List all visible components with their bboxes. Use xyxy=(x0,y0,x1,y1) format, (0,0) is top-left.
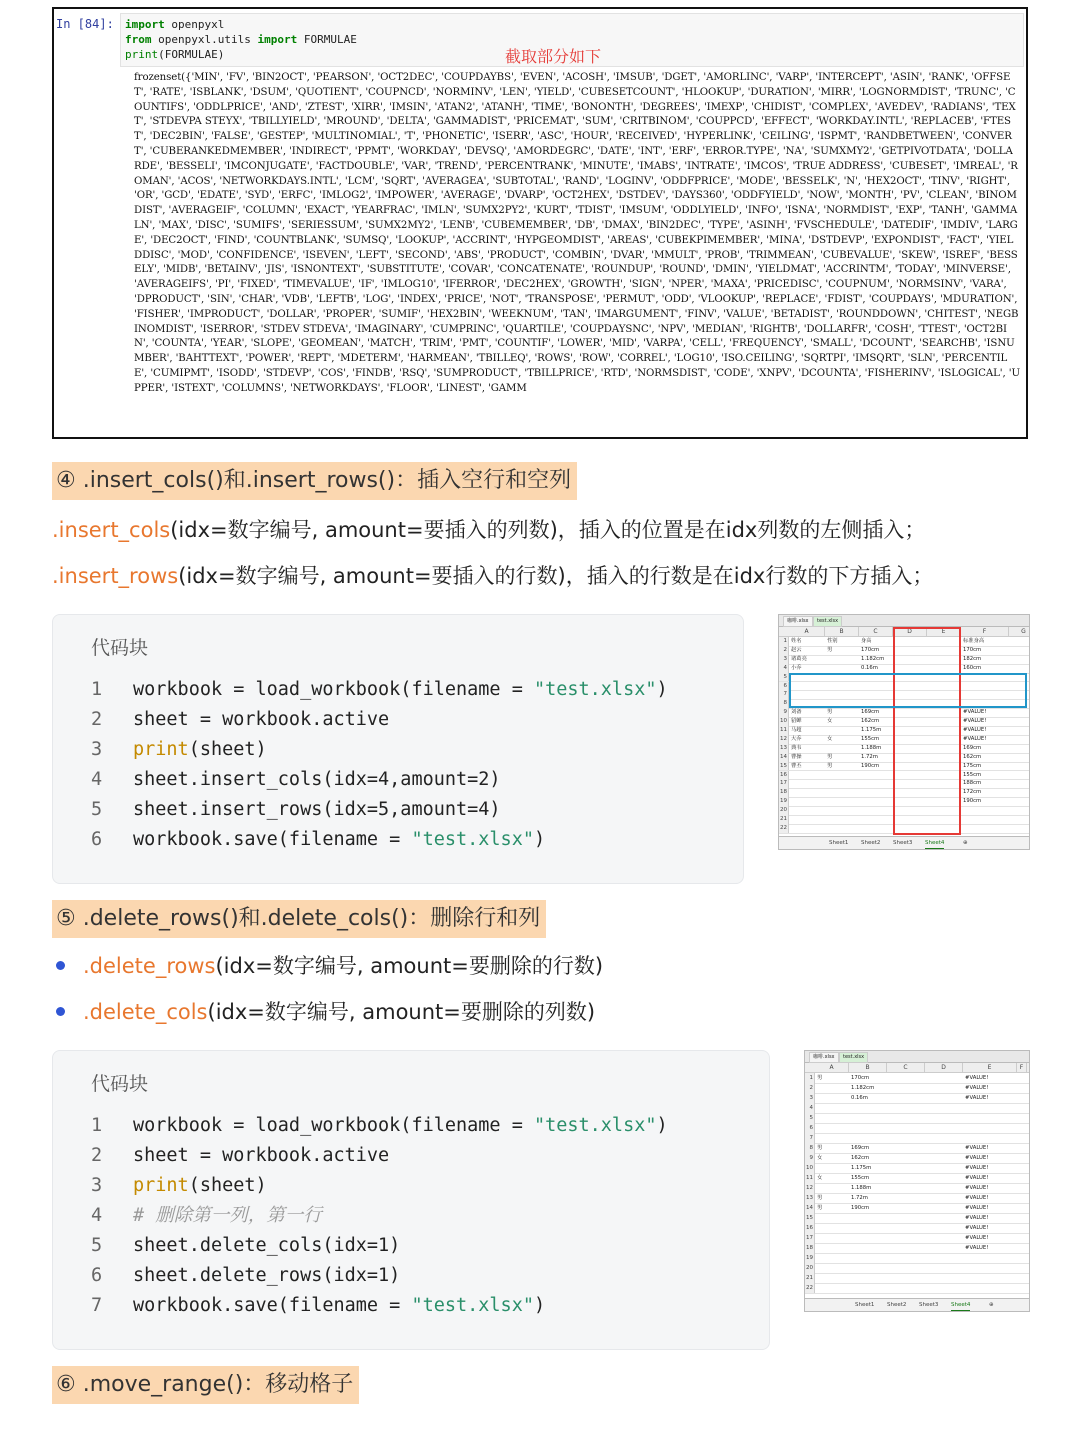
code-line xyxy=(91,1111,668,1141)
sheet-cell: 169cm xyxy=(851,1145,870,1151)
row-number: 2 xyxy=(779,646,789,655)
sheet-cell: 162cm xyxy=(963,753,982,760)
keyword-from: from xyxy=(125,33,152,46)
bullet-dot xyxy=(56,961,65,970)
code-line xyxy=(91,795,668,825)
sheet-cell: #VALUE! xyxy=(965,1205,989,1211)
line-number: 1 xyxy=(91,1115,103,1136)
line-number: 5 xyxy=(91,799,103,820)
column-header: D xyxy=(925,1063,963,1072)
code-text: openpyxl xyxy=(164,18,225,31)
column-header: C xyxy=(859,627,893,636)
add-sheet-icon[interactable]: ⊕ xyxy=(963,840,968,846)
code-text: sheet = workbook.active xyxy=(133,1145,390,1166)
spreadsheet-screenshot-insert xyxy=(778,614,1030,850)
method-name: .delete_cols xyxy=(83,1000,208,1024)
sheet-cell: 标准身高 xyxy=(963,638,985,644)
sheet-cell: 女 xyxy=(827,735,833,742)
row-number: 12 xyxy=(780,735,787,742)
column-header-row xyxy=(805,1063,1029,1073)
line-number: 4 xyxy=(91,769,103,790)
sheet-cell: #VALUE! xyxy=(965,1175,989,1181)
sheet-cell: 女 xyxy=(817,1155,823,1161)
column-header: C xyxy=(887,1063,925,1072)
code-comment: # 删除第一列，第一行 xyxy=(133,1205,322,1226)
sheet-tab[interactable]: Sheet4 xyxy=(925,838,944,849)
code-block-title: 代码块 xyxy=(91,637,149,659)
code-line xyxy=(91,675,668,705)
row-number: 6 xyxy=(805,1123,815,1133)
bullet-delete-rows xyxy=(56,950,603,980)
sheet-tabs-bar xyxy=(805,1298,1029,1311)
code-text: sheet.insert_rows(idx=5,amount=4) xyxy=(133,799,501,820)
sheet-tab[interactable]: Sheet2 xyxy=(861,840,881,846)
inserted-rows-highlight xyxy=(789,673,1027,709)
code-line xyxy=(91,1261,668,1291)
row-number: 9 xyxy=(779,708,789,717)
keyword-import: import xyxy=(125,18,165,31)
sheet-cell: #VALUE! xyxy=(965,1195,989,1201)
row-number: 18 xyxy=(806,1245,813,1251)
sheet-cell: 190cm xyxy=(851,1205,870,1211)
line-number: 5 xyxy=(91,1235,103,1256)
sheet-cell: 诸葛亮 xyxy=(791,655,807,662)
row-number: 7 xyxy=(779,690,789,699)
line-number: 3 xyxy=(91,739,103,760)
code-text: sheet.insert_cols(idx=4,amount=2) xyxy=(133,769,501,790)
sheet-cell: 男 xyxy=(817,1205,823,1211)
sheet-cell: #VALUE! xyxy=(965,1235,989,1241)
section6-heading: ⑥ .move_range()：移动格子 xyxy=(52,1366,359,1404)
row-number: 1 xyxy=(779,637,789,646)
row-number: 11 xyxy=(806,1175,813,1181)
row-number: 16 xyxy=(806,1225,813,1231)
code-line xyxy=(91,735,668,765)
line-number: 2 xyxy=(91,1145,103,1166)
code-text: sheet.delete_rows(idx=1) xyxy=(133,1265,401,1286)
code-text: openpyxl.utils xyxy=(151,33,258,46)
sheet-tab[interactable]: Sheet1 xyxy=(855,1302,875,1308)
sheet-tab[interactable]: Sheet1 xyxy=(829,840,849,846)
code-block-1 xyxy=(52,614,744,884)
row-number: 2 xyxy=(805,1083,815,1093)
builtin-print: print xyxy=(125,48,159,61)
code-text: ) xyxy=(533,1295,546,1316)
sheet-cell: 男 xyxy=(817,1075,823,1081)
sheet-cell: #VALUE! xyxy=(965,1215,989,1221)
row-number: 22 xyxy=(780,824,787,831)
code-text: ) xyxy=(656,679,668,700)
insert-cols-desc xyxy=(52,514,925,544)
sheet-cell: 马超 xyxy=(791,727,802,733)
column-header: F xyxy=(1017,1063,1027,1072)
spreadsheet-screenshot-delete xyxy=(804,1050,1030,1312)
sheet-cell: 男 xyxy=(817,1145,823,1151)
sheet-cell: 曹操 xyxy=(791,753,802,760)
sheet-cell: 男 xyxy=(827,753,833,760)
sheet-cell: 赵云 xyxy=(791,646,802,653)
sheet-cell: 大乔 xyxy=(791,735,802,742)
sheet-cell: #VALUE! xyxy=(965,1225,989,1231)
line-number: 6 xyxy=(91,1265,103,1286)
sheet-tab[interactable]: Sheet2 xyxy=(887,1302,907,1308)
sheet-cell: 1.188m xyxy=(861,744,882,751)
sheet-row xyxy=(805,1283,1029,1294)
line-number: 7 xyxy=(91,1295,103,1316)
sheet-cell: #VALUE! xyxy=(965,1145,989,1151)
code-text: workbook = load_workbook(filename = xyxy=(133,679,534,700)
sheet-cell: #VALUE! xyxy=(965,1165,989,1171)
method-desc: (idx=数字编号, amount=要删除的行数) xyxy=(215,954,604,978)
sheet-cell: 188cm xyxy=(963,780,982,787)
sheet-cell: 162cm xyxy=(861,718,880,725)
method-name: .insert_cols xyxy=(52,518,171,542)
row-number: 14 xyxy=(806,1205,813,1211)
sheet-cell: #VALUE! xyxy=(965,1245,989,1251)
row-number: 13 xyxy=(806,1195,813,1201)
code-block-2 xyxy=(52,1050,770,1350)
line-number: 6 xyxy=(91,829,103,850)
row-number: 14 xyxy=(780,753,787,760)
sheet-tabs-bar xyxy=(779,836,1029,849)
sheet-cell: 170cm xyxy=(861,646,880,653)
code-text: workbook.save(filename = xyxy=(133,829,412,850)
method-name: .insert_rows xyxy=(52,564,179,588)
row-number: 12 xyxy=(806,1185,813,1191)
sheet-cell: 169cm xyxy=(861,709,880,716)
file-tab[interactable]: 咖啡.xlsx xyxy=(809,1052,839,1063)
code-text: ) xyxy=(533,829,546,850)
sheet-cell: #VALUE! xyxy=(963,735,987,742)
code-line xyxy=(91,825,668,855)
sheet-cell: 0.16m xyxy=(861,664,878,671)
code-line xyxy=(91,1171,668,1201)
sheet-cell: 0.16m xyxy=(851,1095,868,1101)
column-header: D xyxy=(893,627,927,636)
row-number: 18 xyxy=(780,789,787,796)
inserted-columns-highlight xyxy=(893,627,961,835)
cell-output: frozenset({'MIN', 'FV', 'BIN2OCT', 'PEARSON', 'OCT2DEC', 'COUPDAYBS', 'EVEN', 'ACOSH', 'IMSUB', 'DGET', 'AMORLINC', 'VARP', 'INTERCEPT', 'ASIN', 'RANK', 'OFFSET', 'RATE', 'ISBLANK', 'DSUM', 'QUOTIENT', 'COUPNCD', 'NORMINV', 'LEN', 'YIELD', 'CUBESETCOUNT', 'HLOOKUP', 'DURATION', 'MIRR', 'LOGNORMDIST', 'TRUNC', 'COUNTIFS', 'ODDLPRICE', 'AND', 'ZTEST', 'XIRR', 'IMSIN', 'ATAN2', 'ATANH', 'TIME', 'BONONTH', 'DEGREES', 'IMEXP', 'CHIDIST', 'COMPLEX', 'AVEDEV', 'RADIANS', 'TEXT', 'STDEVPA STEYX', 'TBILLYIELD', 'MROUND', 'DELTA', 'GAMMADIST', 'PRICEMAT', 'SUM', 'CRITBINOM', 'COUPPCD', 'EFFECT', 'WORKDAY.INTL', 'REPLACEB', 'FTEST', 'DEC2BIN', 'FALSE', 'GESTEP', 'MULTINOMIAL', 'T', 'PHONETIC', 'ISERR', 'ASC', 'HOUR', 'RECEIVED', 'HYPERLINK', 'CEILING', 'ISPMT', 'RANDBETWEEN', 'CONVERT', 'CUBERANKEDMEMBER', 'INDIRECT', 'PPMT', 'WORKDAY', 'DEVSQ', 'AMORDEGRC', 'DATE', 'INT', 'ERF', 'ERROR.TYPE', 'NA', 'SUMXMY2', 'GETPIVOTDATA', 'DOLLARDE', 'BESSELI', 'IMCONJUGATE', 'FACTDOUBLE', 'VAR', 'TREND', 'PERCENTRANK', 'MINUTE', 'IMABS', 'INTRATE', 'IMCOS', 'TRUE ADDRESS', 'CUBESET', 'IMREAL', 'ROMAN', 'ACOS', 'NETWORKDAYS.INTL', 'LCM', 'SQRT', 'AVERAGEA', 'SUBTOTAL', 'RAND', 'LOGINV', 'ODDFPRICE', 'MODE', 'BESSELK', 'N', 'HEX2OCT', 'TINV', 'RIGHT', 'OR', 'GCD', 'EDATE', 'SYD', 'ERFC', 'IMLOG2', 'IMPOWER', 'AVERAGE', 'DVARP', 'OCT2HEX', 'DSTDEV', 'DAYS360', 'ODDFYIELD', 'NOW', 'MONTH', 'PV', 'CLEAN', 'BINOMDIST', 'AVERAGEIF', 'COLUMN', 'EXACT', 'YEARFRAC', 'IMLN', 'SUMX2PY2', 'KURT', 'TDIST', 'IMSUM', 'ODDLYIELD', 'INFO', 'ISNA', 'NORMDIST', 'EXP', 'TANH', 'GAMMALN', 'MAX', 'DISC', 'SUMIFS', 'SERIESSUM', 'SUMX2MY2', 'LENB', 'CUBEMEMBER', 'DB', 'DMAX', 'BIN2DEC', 'TYPE', 'ASINH', 'FVSCHEDULE', 'DATEDIF', 'IMDIV', 'LARGE', 'DEC2OCT', 'FIND', 'COUNTBLANK', 'SUMSQ', 'LOOKUP', 'ACCRINT', 'HYPGEOMDIST', 'AREAS', 'CUBEKPIMEMBER', 'MINA', 'DSTDEVP', 'EXPONDIST', 'FACT', 'YIELDDISC', 'MOD', 'CONFIDENCE', 'ISEVEN', 'LEFT', 'SECOND', 'ABS', 'PRODUCT', 'COMBIN', 'DVAR', 'MMULT', 'PROB', 'TRIMMEAN', 'CUBEVALUE', 'SKEW', 'ISREF', 'BESSELY', 'MIDB', 'BETAINV', 'JIS', 'ISNONTEXT', 'SUBSTITUTE', 'COVAR', 'CONCATENATE', 'ROUNDUP', 'ROUND', 'DMIN', 'YIELDMAT', 'ACCRINTM', 'TODAY', 'MINVERSE', 'AVERAGEIFS', 'PI', 'FIXED', 'TIMEVALUE', 'IF', 'IMLOG10', 'IFERROR', 'DEC2HEX', 'GROWTH', 'SIGN', 'NPER', 'MAXA', 'PRICEDISC', 'COUPNUM', 'NORMSINV', 'VARA', 'DPRODUCT', 'SIN', 'CHAR', 'VDB', 'LEFTB', 'LOG', 'INDEX', 'PRICE', 'NOT', 'TRANSPOSE', 'PERMUT', 'ODD', 'VLOOKUP', 'REPLACE', 'FDIST', 'COUPDAYS', 'MDURATION', 'FISHER', 'IMPRODUCT', 'DOLLAR', 'PROPER', 'SUMIF', 'HEX2BIN', 'WEEKNUM', 'TAN', 'IMARGUMENT', 'FINV', 'VALUE', 'BETADIST', 'ROUNDDOWN', 'CHITEST', 'NEGBINOMDIST', 'ISERROR', 'STDEV STDEVA', 'IMAGINARY', 'CUMPRINC', 'QUARTILE', 'COUPDAYSNC', 'NPV', 'MEDIAN', 'RIGHTB', 'DOLLARFR', 'COSH', 'TTEST', 'OCT2BIN', 'COUNTA', 'YEAR', 'SLOPE', 'GEOMEAN', 'MATCH', 'TRIM', 'PMT', 'COUNTIF', 'LOWER', 'MID', 'VARPA', 'CELL', 'FREQUENCY', 'SMALL', 'DCOUNT', 'SEARCHB', 'ISNUMBER', 'BAHTTEXT', 'POWER', 'REPT', 'MDETERM', 'HARMEAN', 'TBILLEQ', 'ROWS', 'ROW', 'CORREL', 'LOG10', 'ISO.CEILING', 'SQRTPI', 'IMSQRT', 'SLN', 'PERCENTILE', 'CUMIPMT', 'ISODD', 'STDEVP', 'COS', 'FINDB', 'RSQ', 'SUMPRODUCT', 'TBILLPRICE', 'RTD', 'NORMSDIST', 'CODE', 'XNPV', 'DCOUNTA', 'FISHERINV', 'ISLOGICAL', 'UPPER', 'ISTEXT', 'COLUMNS', 'NETWORKDAYS', 'FLOOR', 'LINEST', 'GAMM xyxy=(134,72,1020,394)
cell-prompt: In [84]: xyxy=(56,17,114,31)
sheet-cell: 1.188m xyxy=(851,1185,872,1191)
sheet-tab[interactable]: Sheet3 xyxy=(893,840,913,846)
column-header: A xyxy=(815,1063,849,1072)
sheet-cell: 1.72m xyxy=(851,1195,868,1201)
sheet-cell: 170cm xyxy=(963,646,982,653)
sheet-cell: 曹丕 xyxy=(791,762,802,769)
file-tab[interactable]: 咖啡.xlsx xyxy=(783,616,813,627)
sheet-cell: 貂蝉 xyxy=(791,718,802,725)
row-number: 4 xyxy=(805,1103,815,1113)
code-line xyxy=(91,1231,668,1261)
sheet-cell: 155cm xyxy=(861,735,880,742)
sheet-cell: #VALUE! xyxy=(965,1095,989,1101)
sheet-cell: 男 xyxy=(827,709,833,716)
sheet-cell: 女 xyxy=(827,718,833,725)
keyword-import: import xyxy=(257,33,298,46)
code-line xyxy=(91,1291,668,1321)
file-tabs xyxy=(779,615,1029,627)
row-number: 6 xyxy=(779,682,789,691)
bullet-delete-cols xyxy=(56,996,595,1026)
row-number: 15 xyxy=(780,762,787,769)
code-line xyxy=(91,765,668,795)
code-block-title: 代码块 xyxy=(91,1073,149,1095)
code-text: sheet.delete_cols(idx=1) xyxy=(133,1235,401,1256)
sheet-cell: 1.182cm xyxy=(851,1085,875,1091)
row-number: 21 xyxy=(780,816,787,822)
sheet-tab[interactable]: Sheet4 xyxy=(951,1300,970,1311)
sheet-cell: 性别 xyxy=(827,638,838,644)
section4-heading: ④ .insert_cols()和.insert_rows()：插入空行和空列 xyxy=(52,462,577,500)
code-lines xyxy=(91,1111,668,1321)
row-number: 21 xyxy=(806,1275,813,1281)
sheet-cell: 170cm xyxy=(851,1075,870,1081)
code-function: print xyxy=(133,1175,189,1196)
sheet-cell: 男 xyxy=(817,1195,823,1201)
column-header: E xyxy=(927,627,961,636)
file-tab[interactable]: test.xlsx xyxy=(813,616,842,627)
sheet-cell: 190cm xyxy=(963,798,982,805)
insert-rows-desc xyxy=(52,560,933,590)
sheet-cell: 典韦 xyxy=(791,744,802,751)
sheet-cell: 160cm xyxy=(963,664,982,671)
code-text: FORMULAE xyxy=(297,33,357,46)
sheet-cell: 1.175m xyxy=(851,1165,872,1171)
code-text: workbook.save(filename = xyxy=(133,1295,412,1316)
sheet-cell: #VALUE! xyxy=(965,1155,989,1161)
row-number: 19 xyxy=(780,798,787,805)
row-number: 11 xyxy=(780,727,787,733)
sheet-cell: 1.72m xyxy=(861,753,878,760)
line-number: 4 xyxy=(91,1205,103,1226)
bullet-dot xyxy=(56,1007,65,1016)
sheet-cell: 190cm xyxy=(861,762,880,769)
sheet-cell: 身高 xyxy=(861,638,872,644)
column-header: G xyxy=(1009,627,1030,636)
row-number: 20 xyxy=(806,1265,813,1271)
code-text: workbook = load_workbook(filename = xyxy=(133,1115,534,1136)
row-number: 5 xyxy=(779,673,789,682)
row-number: 15 xyxy=(806,1215,813,1221)
method-name: .delete_rows xyxy=(83,954,216,978)
code-text: (sheet) xyxy=(188,1175,267,1196)
sheet-cell: 1.175m xyxy=(861,727,882,733)
sheet-cell: #VALUE! xyxy=(965,1185,989,1191)
method-desc: (idx=数字编号, amount=要删除的列数) xyxy=(207,1000,596,1024)
input-cell-row xyxy=(54,9,1026,65)
row-number: 17 xyxy=(806,1235,813,1241)
sheet-cell: #VALUE! xyxy=(965,1085,989,1091)
file-tab[interactable]: test.xlsx xyxy=(839,1052,868,1063)
line-number: 2 xyxy=(91,709,103,730)
code-string: "test.xlsx" xyxy=(533,1115,657,1136)
code-line xyxy=(91,1141,668,1171)
code-text: ) xyxy=(656,1115,668,1136)
column-header: B xyxy=(849,1063,887,1072)
row-number: 8 xyxy=(779,699,789,708)
code-cell[interactable] xyxy=(120,13,1024,67)
sheet-cell: 155cm xyxy=(963,771,982,778)
line-number: 1 xyxy=(91,679,103,700)
column-header: E xyxy=(963,1063,1017,1072)
jupyter-screenshot xyxy=(52,7,1028,439)
code-lines xyxy=(91,675,668,855)
sheet-cell: 姓名 xyxy=(791,638,802,644)
sheet-tab[interactable]: Sheet3 xyxy=(919,1302,939,1308)
row-number: 19 xyxy=(806,1255,813,1261)
code-function: print xyxy=(133,739,189,760)
row-number: 3 xyxy=(805,1093,815,1103)
code-text: sheet = workbook.active xyxy=(133,709,390,730)
method-desc: (idx=数字编号, amount=要插入的列数)，插入的位置是在idx列数的左侧插入； xyxy=(170,518,926,542)
row-number: 1 xyxy=(805,1073,815,1083)
sheet-cell: 155cm xyxy=(851,1175,870,1181)
sheet-cell: 男 xyxy=(827,762,833,769)
row-number: 16 xyxy=(780,771,787,778)
sheet-cell: 女 xyxy=(817,1175,823,1181)
sheet-cell: #VALUE! xyxy=(963,709,987,716)
red-caption: 截取部分如下 xyxy=(505,47,602,66)
row-number: 3 xyxy=(779,655,789,664)
code-string: "test.xlsx" xyxy=(411,1295,534,1316)
cell-code xyxy=(125,17,357,62)
row-number: 7 xyxy=(805,1133,815,1143)
sheet-cell: 小乔 xyxy=(791,664,802,671)
sheet-cell: 172cm xyxy=(963,789,982,796)
code-text: (FORMULAE) xyxy=(158,48,225,61)
sheet-cell: 175cm xyxy=(963,762,982,769)
row-number: 22 xyxy=(806,1285,813,1291)
add-sheet-icon[interactable]: ⊕ xyxy=(989,1302,994,1308)
sheet-cell: #VALUE! xyxy=(965,1075,989,1081)
row-number: 4 xyxy=(779,664,789,673)
sheet-cell: #VALUE! xyxy=(963,727,987,733)
code-line xyxy=(91,705,668,735)
code-string: "test.xlsx" xyxy=(411,829,534,850)
row-number: 9 xyxy=(805,1153,815,1163)
sheet-cell: 刘备 xyxy=(791,709,802,716)
method-desc: (idx=数字编号, amount=要插入的行数)，插入的行数是在idx行数的下方插入； xyxy=(178,564,934,588)
sheet-cell: 162cm xyxy=(851,1155,870,1161)
row-number: 10 xyxy=(780,718,787,725)
code-line xyxy=(91,1201,668,1231)
sheet-cell: 男 xyxy=(827,646,833,653)
row-number: 8 xyxy=(805,1143,815,1153)
row-number: 10 xyxy=(806,1165,813,1171)
line-number: 3 xyxy=(91,1175,103,1196)
sheet-cell: 182cm xyxy=(963,655,982,662)
row-number: 20 xyxy=(780,807,787,814)
section5-heading: ⑤ .delete_rows()和.delete_cols()：删除行和列 xyxy=(52,900,546,938)
column-header: A xyxy=(789,627,825,636)
code-text: (sheet) xyxy=(188,739,267,760)
column-header: F xyxy=(961,627,1009,636)
file-tabs xyxy=(805,1051,1029,1063)
row-number: 17 xyxy=(780,780,787,787)
sheet-cell: 1.182cm xyxy=(861,655,885,662)
column-header: B xyxy=(825,627,859,636)
sheet-cell: 169cm xyxy=(963,744,982,751)
sheet-cell: #VALUE! xyxy=(963,718,987,725)
row-number: 13 xyxy=(780,744,787,751)
row-number: 5 xyxy=(805,1113,815,1123)
code-string: "test.xlsx" xyxy=(533,679,657,700)
